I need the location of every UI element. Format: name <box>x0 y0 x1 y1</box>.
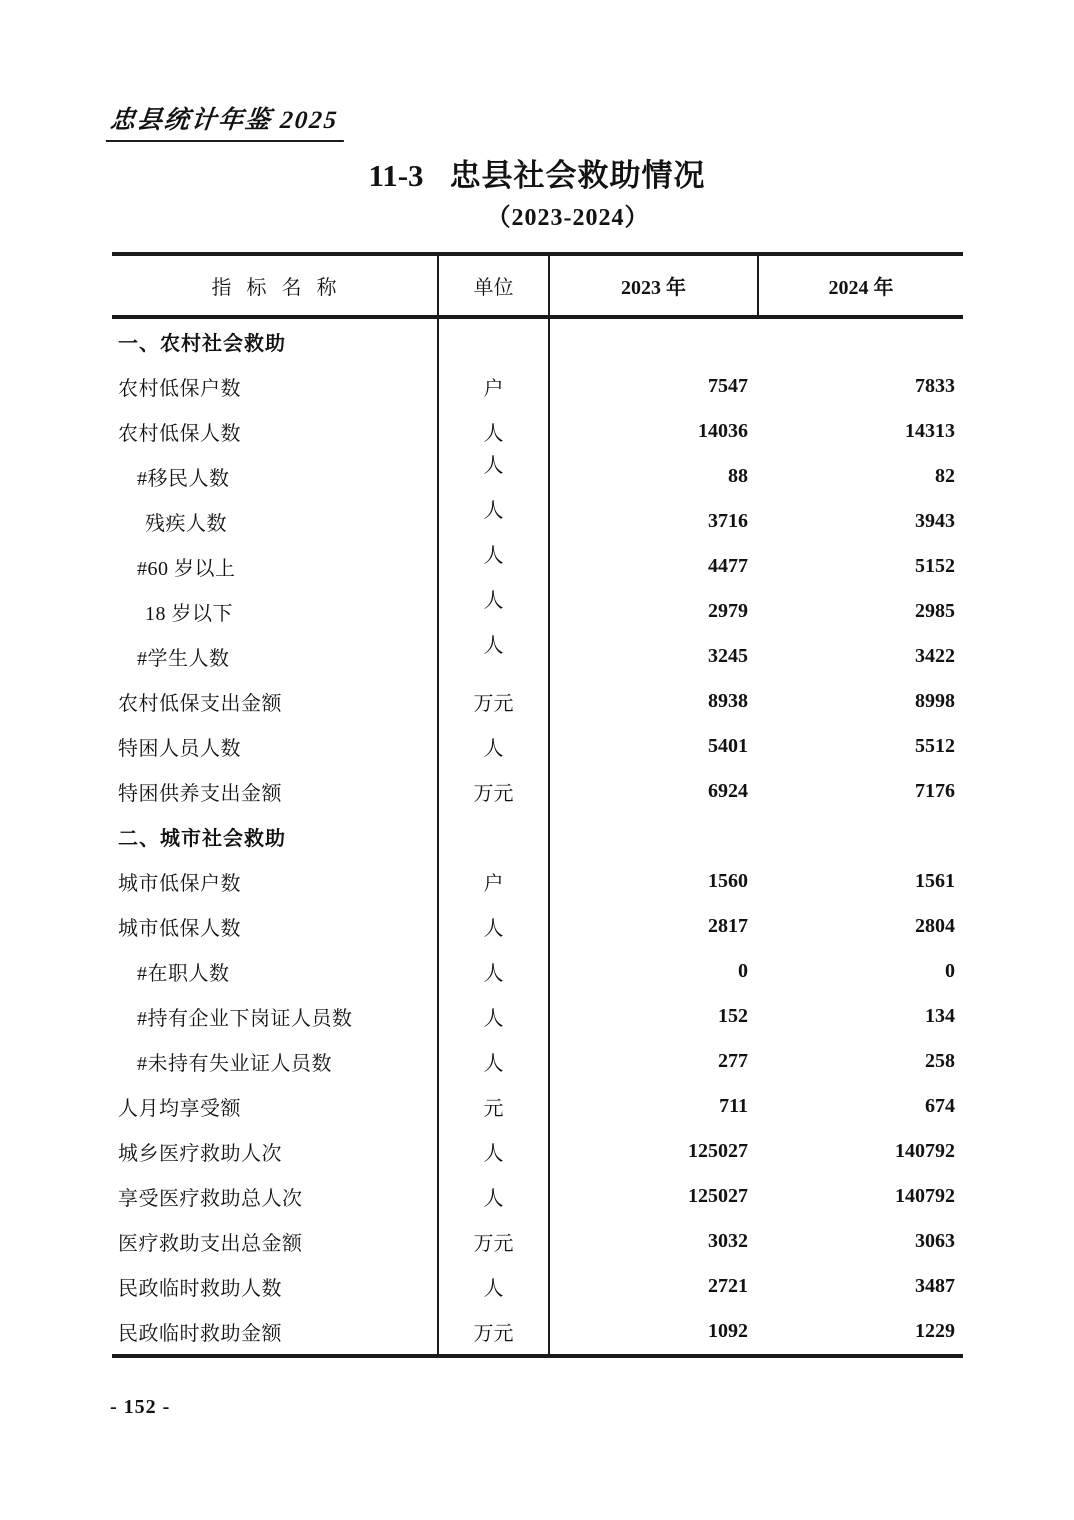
unit-cell <box>437 814 550 859</box>
table-row <box>112 1039 963 1084</box>
row-label: 农村低保支出金额 <box>118 693 282 715</box>
row-label: #未持有失业证人员数 <box>137 1053 332 1075</box>
value-2024: 7176 <box>915 780 955 802</box>
unit-cell <box>437 1264 550 1309</box>
value-2023-cell <box>550 1174 757 1219</box>
value-2023: 2817 <box>708 915 748 937</box>
value-2023: 152 <box>718 1005 748 1027</box>
indicator-cell <box>112 1174 437 1219</box>
table-row <box>112 544 963 589</box>
value-2023: 2721 <box>708 1275 748 1297</box>
row-label: 享受医疗救助总人次 <box>118 1188 303 1210</box>
value-2023: 7547 <box>708 375 748 397</box>
unit-cell <box>437 1039 550 1084</box>
unit-cell <box>437 859 550 904</box>
indicator-cell <box>112 949 437 994</box>
value-2024-cell <box>757 724 963 769</box>
yearbook-running-head: 忠县统计年鉴 2025 <box>106 100 349 142</box>
table-row <box>112 409 963 454</box>
value-2023-cell <box>550 1264 757 1309</box>
indicator-cell <box>112 409 437 454</box>
unit-cell <box>437 1084 550 1129</box>
indicator-cell <box>112 499 437 544</box>
table-row <box>112 724 963 769</box>
indicator-cell <box>112 589 437 634</box>
unit-cell <box>437 634 550 679</box>
indicator-cell <box>112 904 437 949</box>
unit-cell <box>437 544 550 589</box>
value-2024-cell <box>757 1129 963 1174</box>
value-2023-cell <box>550 454 757 499</box>
unit-cell <box>437 904 550 949</box>
row-label: 农村低保户数 <box>118 378 241 400</box>
table-row <box>112 1174 963 1219</box>
indicator-cell <box>112 1219 437 1264</box>
indicator-cell <box>112 814 437 859</box>
value-2024-cell <box>757 814 963 859</box>
table-row <box>112 1129 963 1174</box>
table-row <box>112 634 963 679</box>
row-label: 二、城市社会救助 <box>118 828 286 850</box>
value-2024: 2985 <box>915 600 955 622</box>
header-unit: 单位 <box>437 256 550 315</box>
unit-label: 户 <box>483 378 504 400</box>
value-2024-cell <box>757 364 963 409</box>
table-row <box>112 364 963 409</box>
indicator-cell <box>112 1084 437 1129</box>
unit-cell <box>437 724 550 769</box>
value-2024: 258 <box>925 1050 955 1072</box>
value-2023-cell <box>550 319 757 364</box>
table-title-line <box>0 150 1074 195</box>
section-row <box>112 319 963 364</box>
indicator-cell <box>112 454 437 499</box>
unit-label: 人 <box>483 455 504 477</box>
value-2023: 5401 <box>708 735 748 757</box>
value-2024: 3487 <box>915 1275 955 1297</box>
value-2023-cell <box>550 1309 757 1354</box>
value-2023: 125027 <box>688 1185 748 1207</box>
row-label: 城市低保户数 <box>118 873 241 895</box>
value-2024: 5152 <box>915 555 955 577</box>
unit-cell <box>437 1219 550 1264</box>
value-2024-cell <box>757 589 963 634</box>
row-label: 城市低保人数 <box>118 918 241 940</box>
table-row <box>112 1219 963 1264</box>
value-2023: 4477 <box>708 555 748 577</box>
table-row <box>112 994 963 1039</box>
unit-label: 人 <box>483 1143 504 1165</box>
row-label: 残疾人数 <box>145 513 227 535</box>
value-2024-cell <box>757 904 963 949</box>
value-2023: 14036 <box>698 420 748 442</box>
unit-label: 人 <box>483 918 504 940</box>
value-2023-cell <box>550 679 757 724</box>
table-row <box>112 904 963 949</box>
unit-label: 人 <box>483 1053 504 1075</box>
row-label: 18 岁以下 <box>145 603 233 625</box>
table-row <box>112 499 963 544</box>
table-row <box>112 1264 963 1309</box>
header-indicator: 指 标 名 称 <box>211 277 338 299</box>
table-number: 11-3 <box>368 158 424 193</box>
value-2024-cell <box>757 1039 963 1084</box>
unit-label: 人 <box>483 1278 504 1300</box>
value-2023-cell <box>550 769 757 814</box>
value-2024: 1561 <box>915 870 955 892</box>
unit-cell <box>437 454 550 499</box>
row-label: 城乡医疗救助人次 <box>118 1143 282 1165</box>
unit-label: 人 <box>483 1008 504 1030</box>
table-row <box>112 859 963 904</box>
table-row <box>112 769 963 814</box>
unit-cell <box>437 994 550 1039</box>
page-title: 忠县社会救助情况 <box>449 158 706 193</box>
row-label: #60 岁以上 <box>137 558 236 580</box>
unit-label: 万元 <box>473 783 514 805</box>
table-row <box>112 1084 963 1129</box>
value-2024: 3943 <box>915 510 955 532</box>
value-2023: 0 <box>738 960 748 982</box>
unit-label: 人 <box>483 738 504 760</box>
value-2023-cell <box>550 994 757 1039</box>
indicator-cell <box>112 319 437 364</box>
indicator-cell <box>112 634 437 679</box>
indicator-cell <box>112 1264 437 1309</box>
value-2024-cell <box>757 1219 963 1264</box>
value-2023-cell <box>550 814 757 859</box>
indicator-cell <box>112 544 437 589</box>
row-label: 民政临时救助金额 <box>118 1323 282 1345</box>
indicator-cell <box>112 364 437 409</box>
value-2023: 6924 <box>708 780 748 802</box>
value-2023-cell <box>550 859 757 904</box>
value-2024: 3422 <box>915 645 955 667</box>
value-2024: 5512 <box>915 735 955 757</box>
value-2024-cell <box>757 994 963 1039</box>
section-row <box>112 814 963 859</box>
value-2023-cell <box>550 634 757 679</box>
value-2023: 277 <box>718 1050 748 1072</box>
value-2024: 14313 <box>905 420 955 442</box>
value-2023: 125027 <box>688 1140 748 1162</box>
indicator-cell <box>112 1309 437 1354</box>
row-label: #学生人数 <box>137 648 230 670</box>
table-row <box>112 454 963 499</box>
value-2024: 0 <box>945 960 955 982</box>
value-2024: 674 <box>925 1095 955 1117</box>
value-2024: 2804 <box>915 915 955 937</box>
header-year-2024: 2024 年 <box>757 256 963 315</box>
unit-label: 人 <box>483 590 504 612</box>
value-2023-cell <box>550 589 757 634</box>
value-2023-cell <box>550 904 757 949</box>
value-2023: 1560 <box>708 870 748 892</box>
value-2023: 1092 <box>708 1320 748 1342</box>
header-year-2023: 2023 年 <box>621 277 686 299</box>
unit-label: 人 <box>483 635 504 657</box>
value-2023-cell <box>550 1129 757 1174</box>
table-row <box>112 589 963 634</box>
unit-cell <box>437 589 550 634</box>
value-2024: 8998 <box>915 690 955 712</box>
unit-label: 户 <box>483 873 504 895</box>
value-2023-cell <box>550 544 757 589</box>
value-2024-cell <box>757 859 963 904</box>
value-2023: 3716 <box>708 510 748 532</box>
row-label: 农村低保人数 <box>118 423 241 445</box>
row-label: 人月均享受额 <box>118 1098 241 1120</box>
row-label: 特困供养支出金额 <box>118 783 282 805</box>
unit-cell <box>437 319 550 364</box>
unit-label: 元 <box>483 1098 504 1120</box>
unit-cell <box>437 679 550 724</box>
value-2024-cell <box>757 769 963 814</box>
value-2024-cell <box>757 454 963 499</box>
value-2024: 1229 <box>915 1320 955 1342</box>
value-2024-cell <box>757 634 963 679</box>
value-2024-cell <box>757 499 963 544</box>
value-2024-cell <box>757 949 963 994</box>
table-body <box>112 319 963 1358</box>
unit-label: 人 <box>483 545 504 567</box>
indicator-cell <box>112 859 437 904</box>
value-2024-cell <box>757 1309 963 1354</box>
value-2024: 134 <box>925 1005 955 1027</box>
row-label: #持有企业下岗证人员数 <box>137 1008 353 1030</box>
indicator-cell <box>112 679 437 724</box>
table-subtitle: （2023-2024） <box>486 205 650 231</box>
value-2023: 2979 <box>708 600 748 622</box>
unit-cell <box>437 1174 550 1219</box>
value-2024: 140792 <box>895 1140 955 1162</box>
value-2023: 3245 <box>708 645 748 667</box>
value-2023-cell <box>550 724 757 769</box>
value-2024-cell <box>757 409 963 454</box>
table-row <box>112 949 963 994</box>
row-label: #在职人数 <box>137 963 230 985</box>
unit-cell <box>437 364 550 409</box>
value-2024-cell <box>757 1174 963 1219</box>
unit-label: 人 <box>483 500 504 522</box>
page-number: - 152 - <box>110 1396 171 1418</box>
indicator-cell <box>112 994 437 1039</box>
value-2023-cell <box>550 1219 757 1264</box>
unit-label: 人 <box>483 423 504 445</box>
value-2024-cell <box>757 319 963 364</box>
value-2023-cell <box>550 364 757 409</box>
unit-cell <box>437 949 550 994</box>
value-2023: 3032 <box>708 1230 748 1252</box>
indicator-cell <box>112 724 437 769</box>
value-2024-cell <box>757 544 963 589</box>
unit-cell <box>437 1309 550 1354</box>
unit-cell <box>437 409 550 454</box>
unit-label: 人 <box>483 1188 504 1210</box>
indicator-cell <box>112 1129 437 1174</box>
value-2024: 82 <box>935 465 955 487</box>
value-2024-cell <box>757 1084 963 1129</box>
value-2023-cell <box>550 409 757 454</box>
row-label: 医疗救助支出总金额 <box>118 1233 303 1255</box>
value-2023-cell <box>550 499 757 544</box>
value-2024-cell <box>757 679 963 724</box>
row-label: #移民人数 <box>137 468 230 490</box>
unit-cell <box>437 769 550 814</box>
row-label: 特困人员人数 <box>118 738 241 760</box>
table-row <box>112 679 963 724</box>
table-subtitle-line <box>0 197 1074 232</box>
value-2023: 8938 <box>708 690 748 712</box>
unit-cell <box>437 499 550 544</box>
value-2024: 140792 <box>895 1185 955 1207</box>
row-label: 一、农村社会救助 <box>118 333 286 355</box>
unit-label: 万元 <box>473 693 514 715</box>
value-2023: 711 <box>719 1095 748 1117</box>
table-header-row <box>112 252 963 319</box>
unit-label: 人 <box>483 963 504 985</box>
value-2023-cell <box>550 949 757 994</box>
statistics-table <box>112 252 963 1358</box>
value-2024: 3063 <box>915 1230 955 1252</box>
indicator-cell <box>112 769 437 814</box>
value-2023-cell <box>550 1039 757 1084</box>
unit-cell <box>437 1129 550 1174</box>
value-2023-cell <box>550 1084 757 1129</box>
indicator-cell <box>112 1039 437 1084</box>
value-2023: 88 <box>728 465 748 487</box>
row-label: 民政临时救助人数 <box>118 1278 282 1300</box>
unit-label: 万元 <box>473 1233 514 1255</box>
value-2024-cell <box>757 1264 963 1309</box>
table-row <box>112 1309 963 1354</box>
value-2024: 7833 <box>915 375 955 397</box>
unit-label: 万元 <box>473 1323 514 1345</box>
